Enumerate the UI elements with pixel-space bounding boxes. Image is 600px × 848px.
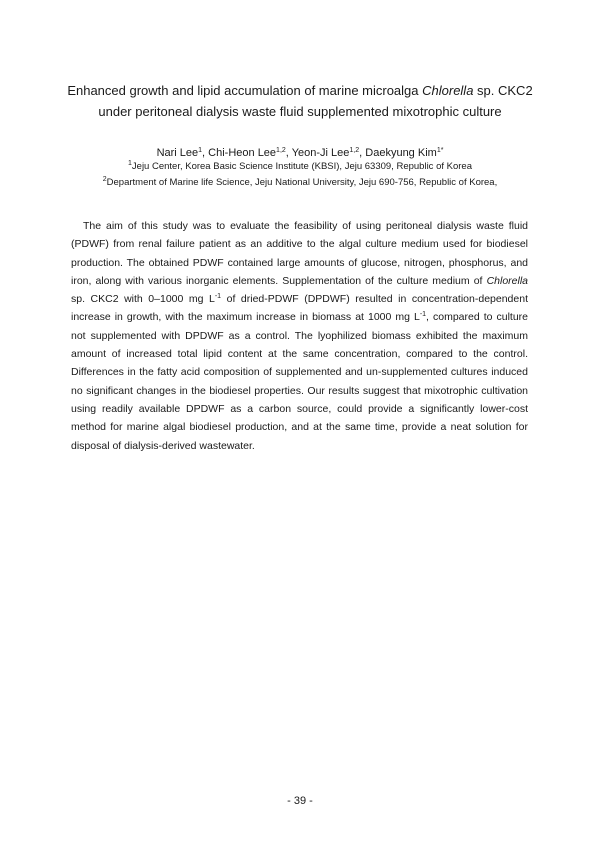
author-list xyxy=(60,145,540,161)
title-line1-text: Enhanced growth and lipid accumulation of marine microalga xyxy=(67,83,423,98)
abstract-paragraph: The aim of this study was to evaluate the feasibility of using peritoneal dialysis waste fluid (PDWF) from renal failure patient as an additive to the algal culture medium used for biodiesel production. The obtained PDWF contained large amounts of glucose, nitrogen, phosphorus, and iron, along with various inorganic elements. Supplementation of the culture medium of Chlorella sp. CKC2 with 0–1000 mg $L^{-1}$ of dried-PDWF (DPDWF) resulted in concentration-dependent increase in growth, with the maximum increase in biomass at 1000 mg $L^{-1}$, compared to culture not supplemented with DPDWF as a control. The lyophilized biomass exhibited the maximum amount of increased total lipid content at the same concentration, compared to the control. Differences in the fatty acid composition of supplemented and un-supplemented cultures induced no significant changes in the biodiesel properties. Our results suggest that mixotrophic cultivation using readily available DPDWF as a carbon source, could provide a significantly lower-cost method for marine algal biodiesel production, and at the same time, provide a neat solution for disposal of dialysis-derived wastewater. xyxy=(71,220,528,452)
affiliation-1: $^1$Jeju Center, Korea Basic Science Institute (KBSI), Jeju 63309, Republic of Korea xyxy=(128,160,472,172)
author: Chi-Heon Lee$^{1,2}$, xyxy=(208,147,292,159)
title-genus: Chlorella xyxy=(422,83,474,98)
affiliation-2: $^2$Department of Marine life Science, Jeju National University, Jeju 690-756, Republic of Korea, xyxy=(102,176,498,188)
title-line1 xyxy=(67,83,532,98)
genus-name: Chlorella xyxy=(486,274,528,287)
author: Yeon-Ji Lee$^{1,2}$, xyxy=(291,147,366,159)
title-line2: under peritoneal dialysis waste fluid supplemented mixotrophic culture xyxy=(98,104,502,119)
author: Nari Lee$^1$, xyxy=(156,147,209,159)
author: Daekyung Kim$^{1*}$ xyxy=(365,147,444,159)
title-line1-suffix: sp. CKC2 xyxy=(473,83,533,98)
paper-title xyxy=(40,80,560,122)
page-number: - 39 - xyxy=(287,795,313,807)
